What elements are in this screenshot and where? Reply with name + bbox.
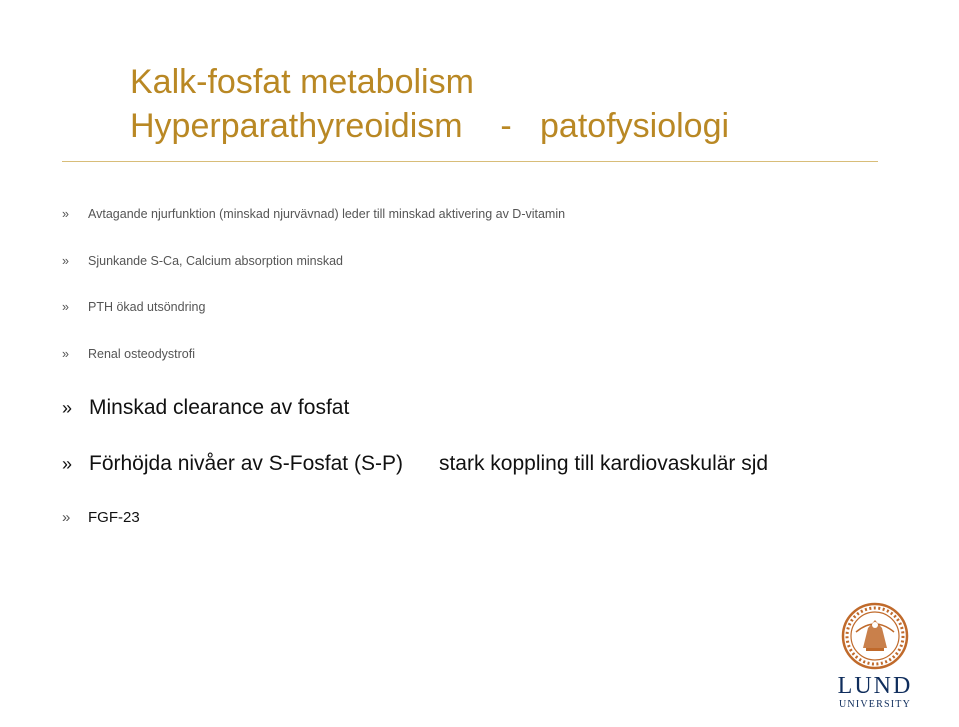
title-line-2: Hyperparathyreoidism - patofysiologi <box>130 107 730 145</box>
bullet-marker: » <box>62 347 69 361</box>
slide-title <box>130 60 729 148</box>
bullet-text: Förhöjda nivåer av S-Fosfat (S-P) <box>89 452 403 475</box>
title-divider <box>62 161 878 162</box>
title-line-1: Kalk-fosfat metabolism <box>130 63 474 101</box>
bullet-continuation: stark koppling till kardiovaskulär sjd <box>438 452 769 475</box>
bullet-item <box>62 509 140 526</box>
bullet-text: Renal osteodystrofi <box>88 347 196 361</box>
bullet-text: Avtagande njurfunktion (minskad njurvävnad) leder till minskad aktivering av D-vitamin <box>88 207 566 221</box>
bullet-item <box>62 300 205 314</box>
seal-icon <box>828 602 922 672</box>
bullet-text: Sjunkande S-Ca, Calcium absorption minskad <box>88 254 343 268</box>
bullet-text: FGF-23 <box>88 509 140 526</box>
bullet-item <box>62 254 343 268</box>
bullet-marker: » <box>62 254 69 268</box>
bullet-item <box>62 396 349 420</box>
bullet-item <box>62 347 195 361</box>
logo-subtitle: UNIVERSITY <box>839 699 911 710</box>
bullet-text: Minskad clearance av fosfat <box>89 396 350 419</box>
bullet-marker: » <box>62 454 73 474</box>
bullet-marker: » <box>62 398 73 418</box>
bullet-item <box>62 452 768 476</box>
bullet-marker: » <box>62 207 69 221</box>
bullet-item <box>62 207 565 221</box>
bullet-text: PTH ökad utsöndring <box>88 300 206 314</box>
logo-wordmark: LUND <box>837 673 913 699</box>
bullet-marker: » <box>62 300 69 314</box>
lund-university-logo <box>828 602 922 720</box>
bullet-marker: » <box>62 509 71 526</box>
